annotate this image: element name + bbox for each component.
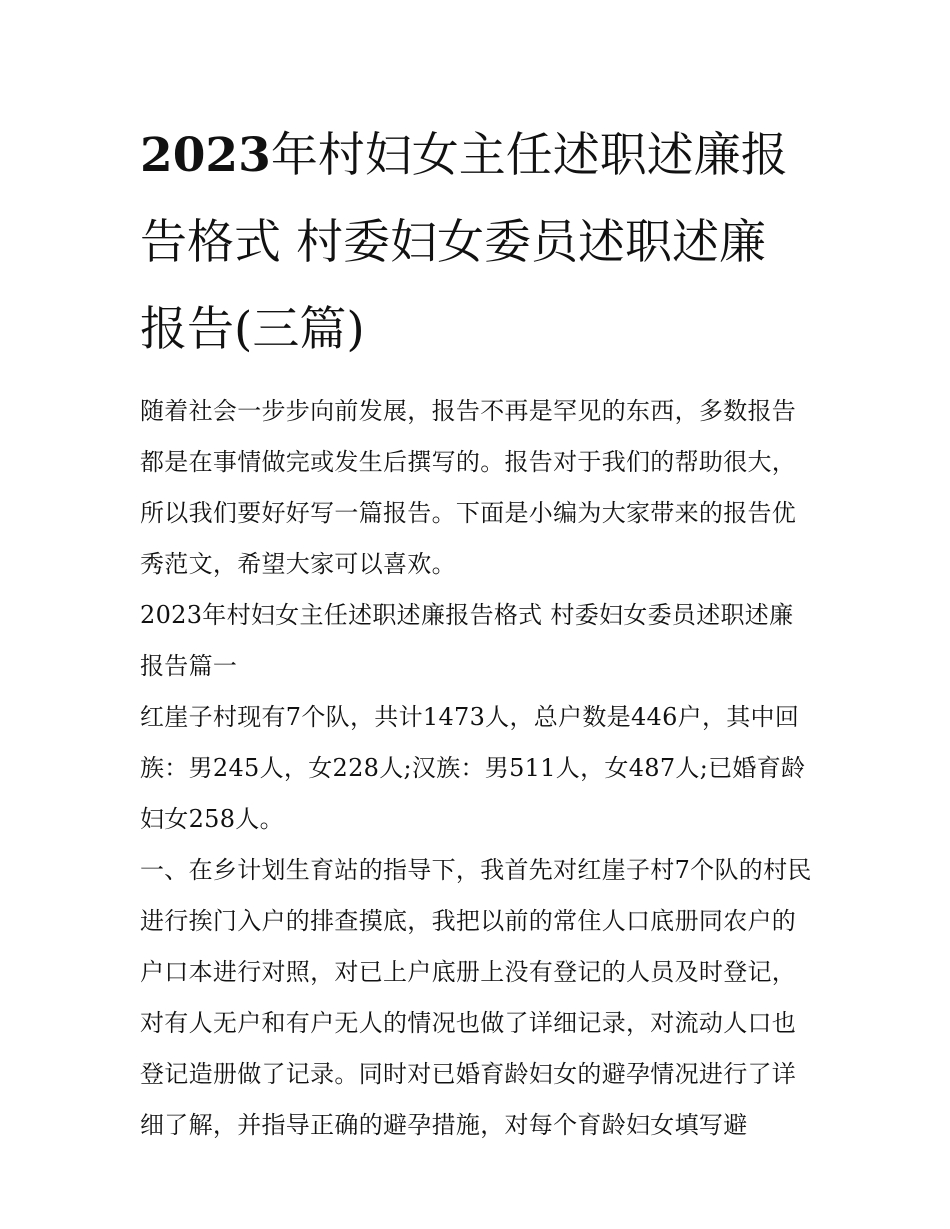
document-title (140, 112, 812, 373)
title-year: 2023 (140, 128, 271, 183)
section-heading: 2023年村妇女主任述职述廉报告格式 村委妇女委员述职述廉报告篇一 (140, 601, 794, 680)
intro-paragraph: 随着社会一步步向前发展，报告不再是罕见的东西，多数报告都是在事情做完或发生后撰写的。报告对于我们的帮助很大，所以我们要好好写一篇报告。下面是小编为大家带来的报告优秀范文，希望大家可以喜欢。 (140, 397, 797, 578)
item-one-paragraph: 一、在乡计划生育站的指导下，我首先对红崖子村7个队的村民进行挨门入户的排查摸底，我把以前的常住人口底册同农户的户口本进行对照，对已上户底册上没有登记的人员及时登记，对有人无户和有户无人的情况也做了详细记录，对流动人口也登记造册做了记录。同时对已婚育龄妇女的避孕情况进行了详细了解，并指导正确的避孕措施，对每个育龄妇女填写避 (140, 856, 812, 1139)
population-paragraph: 红崖子村现有7个队，共计1473人，总户数是446户，其中回族：男245人，女228人;汉族：男511人，女487人;已婚育龄妇女258人。 (140, 703, 806, 833)
title-text: 年村妇女主任述职述廉报告格式 村委妇女委员述职述廉报告(三篇) (140, 128, 788, 357)
document-page (140, 112, 812, 1151)
